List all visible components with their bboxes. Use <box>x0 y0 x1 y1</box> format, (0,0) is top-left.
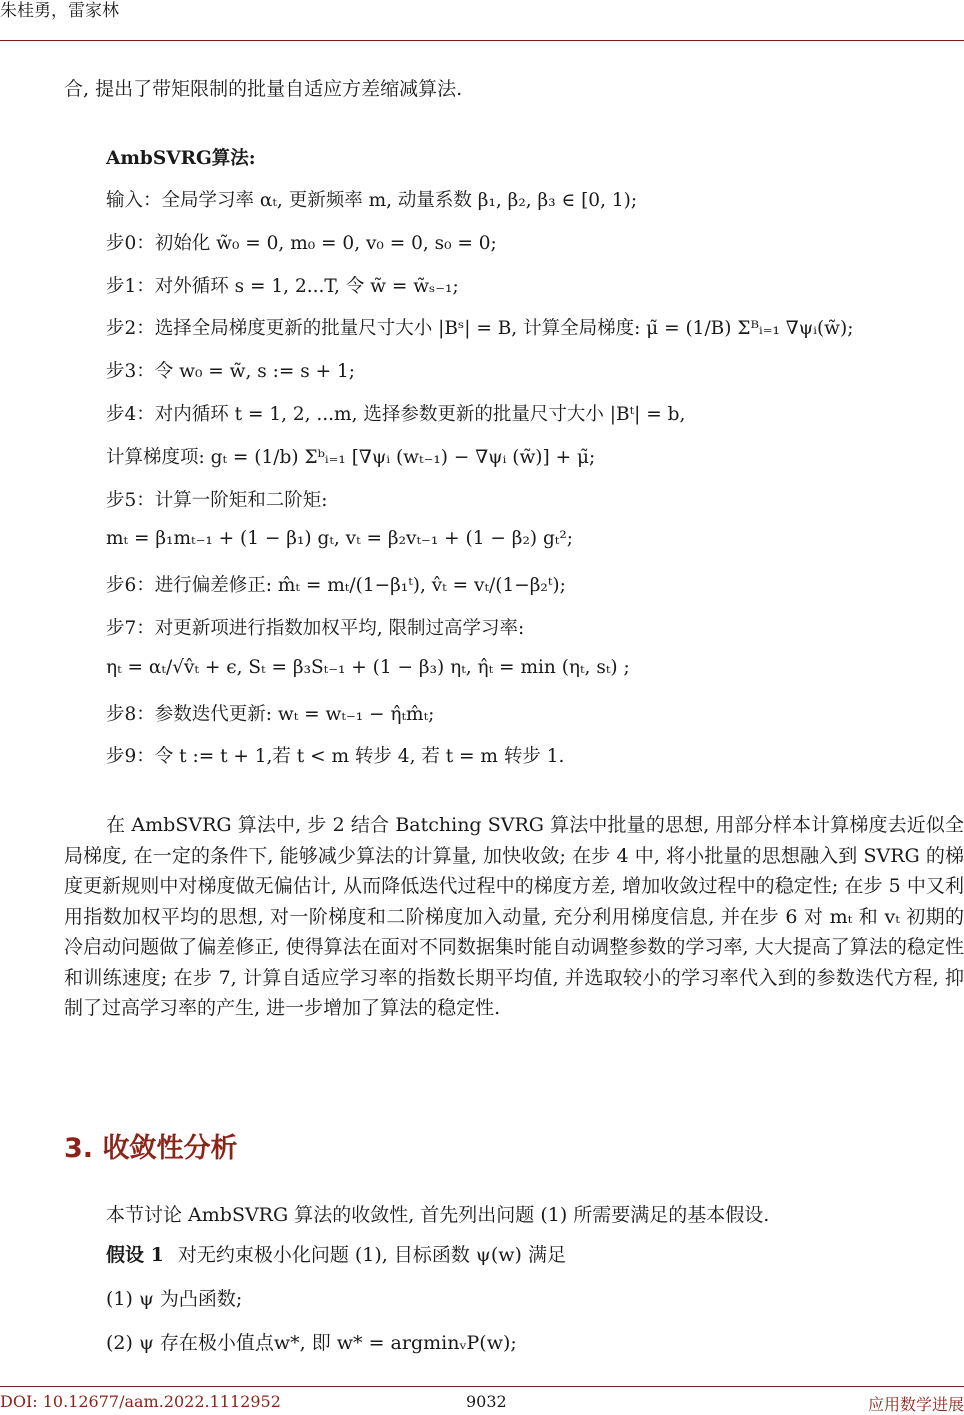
assumption-item-1: (1) ψ 为凸函数; <box>106 1288 243 1310</box>
algorithm-line-step7: 步7：对更新项进行指数加权平均, 限制过高学习率: <box>106 617 525 639</box>
footer-divider <box>0 1386 964 1387</box>
assumption-heading <box>106 1240 946 1284</box>
assumption-item-2: (2) ψ 存在极小值点w*, 即 w* = argminᵥP(w); <box>106 1332 517 1354</box>
body-paragraph <box>64 810 964 1024</box>
algorithm-line-gradient: 计算梯度项: gₜ = (1/b) Σᵇᵢ₌₁ [∇ψᵢ (wₜ₋₁) − ∇ψᵢ (w̃)] + μ̃; <box>106 446 596 468</box>
algorithm-line-step1: 步1：对外循环 s = 1, 2...T, 令 w̃ = w̃ₛ₋₁; <box>106 275 459 297</box>
body-paragraph-text: 在 AmbSVRG 算法中, 步 2 结合 Batching SVRG 算法中批量的思想, 用部分样本计算梯度去近似全局梯度, 在一定的条件下, 能够减少算法的计算量, 加快收敛; 在步 4 中, 将小批量的思想融入到 SVRG 的梯度更新规则中对梯度做无偏估计, 从而降低迭代过程中的梯度方差, 增加收敛过程中的稳定性; 在步 5 中又利用指数加权平均的思想, 对一阶梯度和二阶梯度加入动量, 充分利用梯度信息, 并在步 6 对 mₜ 和 vₜ 初期的冷启动问题做了偏差修正, 使得算法在面对不同数据集时能自动调整参数的学习率, 大大提高了算法的稳定性和训练速度; 在步 7, 计算自适应学习率的指数长期平均值, 并选取较小的学习率代入到的参数迭代方程, 抑制了过高学习率的产生, 进一步增加了算法的稳定性. <box>64 814 964 1019</box>
footer-doi: DOI: 10.12677/aam.2022.1112952 <box>0 1392 281 1411</box>
algorithm-block <box>106 144 956 785</box>
assumption-label: 假设 1 <box>106 1244 164 1266</box>
section-title: 3. 收敛性分析 <box>64 1133 238 1164</box>
algorithm-line-step3: 步3：令 w₀ = w̃, s := s + 1; <box>106 361 356 383</box>
algorithm-line-step9: 步9：令 t := t + 1,若 t < m 转步 4, 若 t = m 转步 1. <box>106 746 565 768</box>
algorithm-line-step0: 步0：初始化 w̃₀ = 0, m₀ = 0, v₀ = 0, s₀ = 0; <box>106 232 497 254</box>
algorithm-line-step4: 步4：对内循环 t = 1, 2, ...m, 选择参数更新的批量尺寸大小 |Bᵗ| = b, <box>106 403 686 425</box>
assumption-text: 对无约束极小化问题 (1), 目标函数 ψ(w) 满足 <box>177 1244 566 1266</box>
algorithm-line-step6: 步6：进行偏差修正: m̂ₜ = mₜ/(1−β₁ᵗ), v̂ₜ = vₜ/(1−β₂ᵗ); <box>106 575 566 597</box>
algorithm-line-learning-rate: ηₜ = αₜ/√v̂ₜ + ϵ, Sₜ = β₃Sₜ₋₁ + (1 − β₃) ηₜ, η̂ₜ = min (ηₜ, sₜ) ; <box>106 656 630 678</box>
footer-page-number: 9032 <box>466 1392 507 1411</box>
footer-journal: 应用数学进展 <box>867 1395 964 1414</box>
header-divider <box>0 40 964 41</box>
assumption-block <box>106 1240 946 1372</box>
header-authors: 朱桂勇，雷家林 <box>0 1 119 21</box>
algorithm-line-step8: 步8：参数迭代更新: wₜ = wₜ₋₁ − η̂ₜm̂ₜ; <box>106 703 435 725</box>
algorithm-line-step2: 步2：选择全局梯度更新的批量尺寸大小 |Bˢ| = B, 计算全局梯度: μ̃ = (1/B) Σᴮᵢ₌₁ ∇ψᵢ(w̃); <box>106 318 854 340</box>
algorithm-line-moments: mₜ = β₁mₜ₋₁ + (1 − β₁) gₜ, vₜ = β₂vₜ₋₁ + (1 − β₂) gₜ²; <box>106 528 574 550</box>
section-intro: 本节讨论 AmbSVRG 算法的收敛性, 首先列出问题 (1) 所需要满足的基本假设. <box>106 1204 770 1226</box>
top-paragraph: 合, 提出了带矩限制的批量自适应方差缩减算法. <box>64 78 463 100</box>
algorithm-line-step5: 步5：计算一阶矩和二阶矩: <box>106 489 328 511</box>
algorithm-line-input: 输入：全局学习率 αₜ, 更新频率 m, 动量系数 β₁, β₂, β₃ ∈ [0, 1); <box>106 190 638 211</box>
algorithm-title: AmbSVRG算法: <box>106 148 256 169</box>
